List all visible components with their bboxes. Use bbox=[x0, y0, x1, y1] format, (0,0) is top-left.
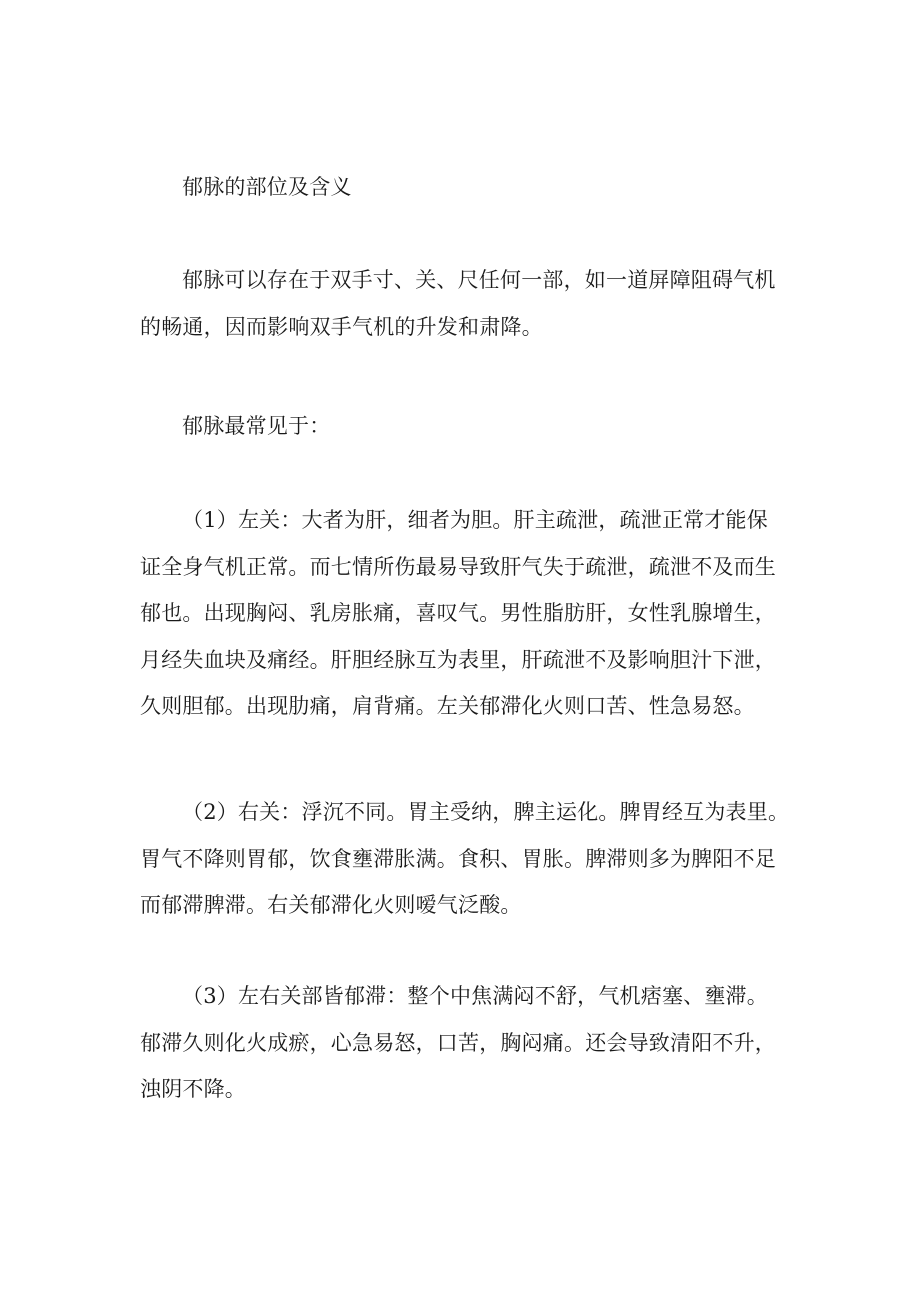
paragraph-line: 郁滞久则化火成瘀，心急易怒，口苦，胸闷痛。还会导致清阳不升， bbox=[140, 1030, 776, 1055]
paragraph-line: 久则胆郁。出现肋痛，肩背痛。左关郁滞化火则口苦、性急易怒。 bbox=[140, 694, 755, 718]
paragraph-right-guan bbox=[140, 789, 790, 929]
paragraph-intro bbox=[140, 257, 785, 350]
paragraph-line: 证全身气机正常。而七情所伤最易导致肝气失于疏泄，疏泄不及而生 bbox=[140, 554, 776, 579]
paragraph-line: 浊阴不降。 bbox=[140, 1077, 246, 1101]
paragraph-line: 而郁滞脾滞。右关郁滞化火则嗳气泛酸。 bbox=[140, 893, 522, 917]
paragraph-line: 月经失血块及痛经。肝胆经脉互为表里，肝疏泄不及影响胆汁下泄， bbox=[140, 647, 776, 672]
paragraph-line: 的畅通，因而影响双手气机的升发和肃降。 bbox=[140, 314, 543, 339]
document-title bbox=[140, 164, 785, 211]
paragraph-left-guan bbox=[140, 497, 785, 730]
paragraph-line: 郁也。出现胸闷、乳房胀痛，喜叹气。男性脂肪肝，女性乳腺增生， bbox=[140, 601, 776, 625]
title-line: 郁脉的部位及含义 bbox=[182, 175, 352, 199]
paragraph-line: （1）左关：大者为肝，细者为胆。肝主疏泄，疏泄正常才能保 bbox=[182, 508, 768, 532]
paragraph-line: 郁脉最常见于： bbox=[182, 414, 331, 438]
paragraph-common-sites bbox=[140, 403, 785, 450]
paragraph-line: 郁脉可以存在于双手寸、关、尺任何一部，如一道屏障阻碍气机 bbox=[182, 268, 776, 292]
paragraph-line: （3）左右关部皆郁滞：整个中焦满闷不舒，气机痞塞、壅滞。 bbox=[182, 984, 768, 1008]
paragraph-both-guan bbox=[140, 973, 785, 1113]
paragraph-line: 胃气不降则胃郁，饮食壅滞胀满。食积、胃胀。脾滞则多为脾阳不足 bbox=[140, 846, 776, 871]
paragraph-line: （2）右关：浮沉不同。胃主受纳，脾主运化。脾胃经互为表里。 bbox=[182, 800, 790, 824]
